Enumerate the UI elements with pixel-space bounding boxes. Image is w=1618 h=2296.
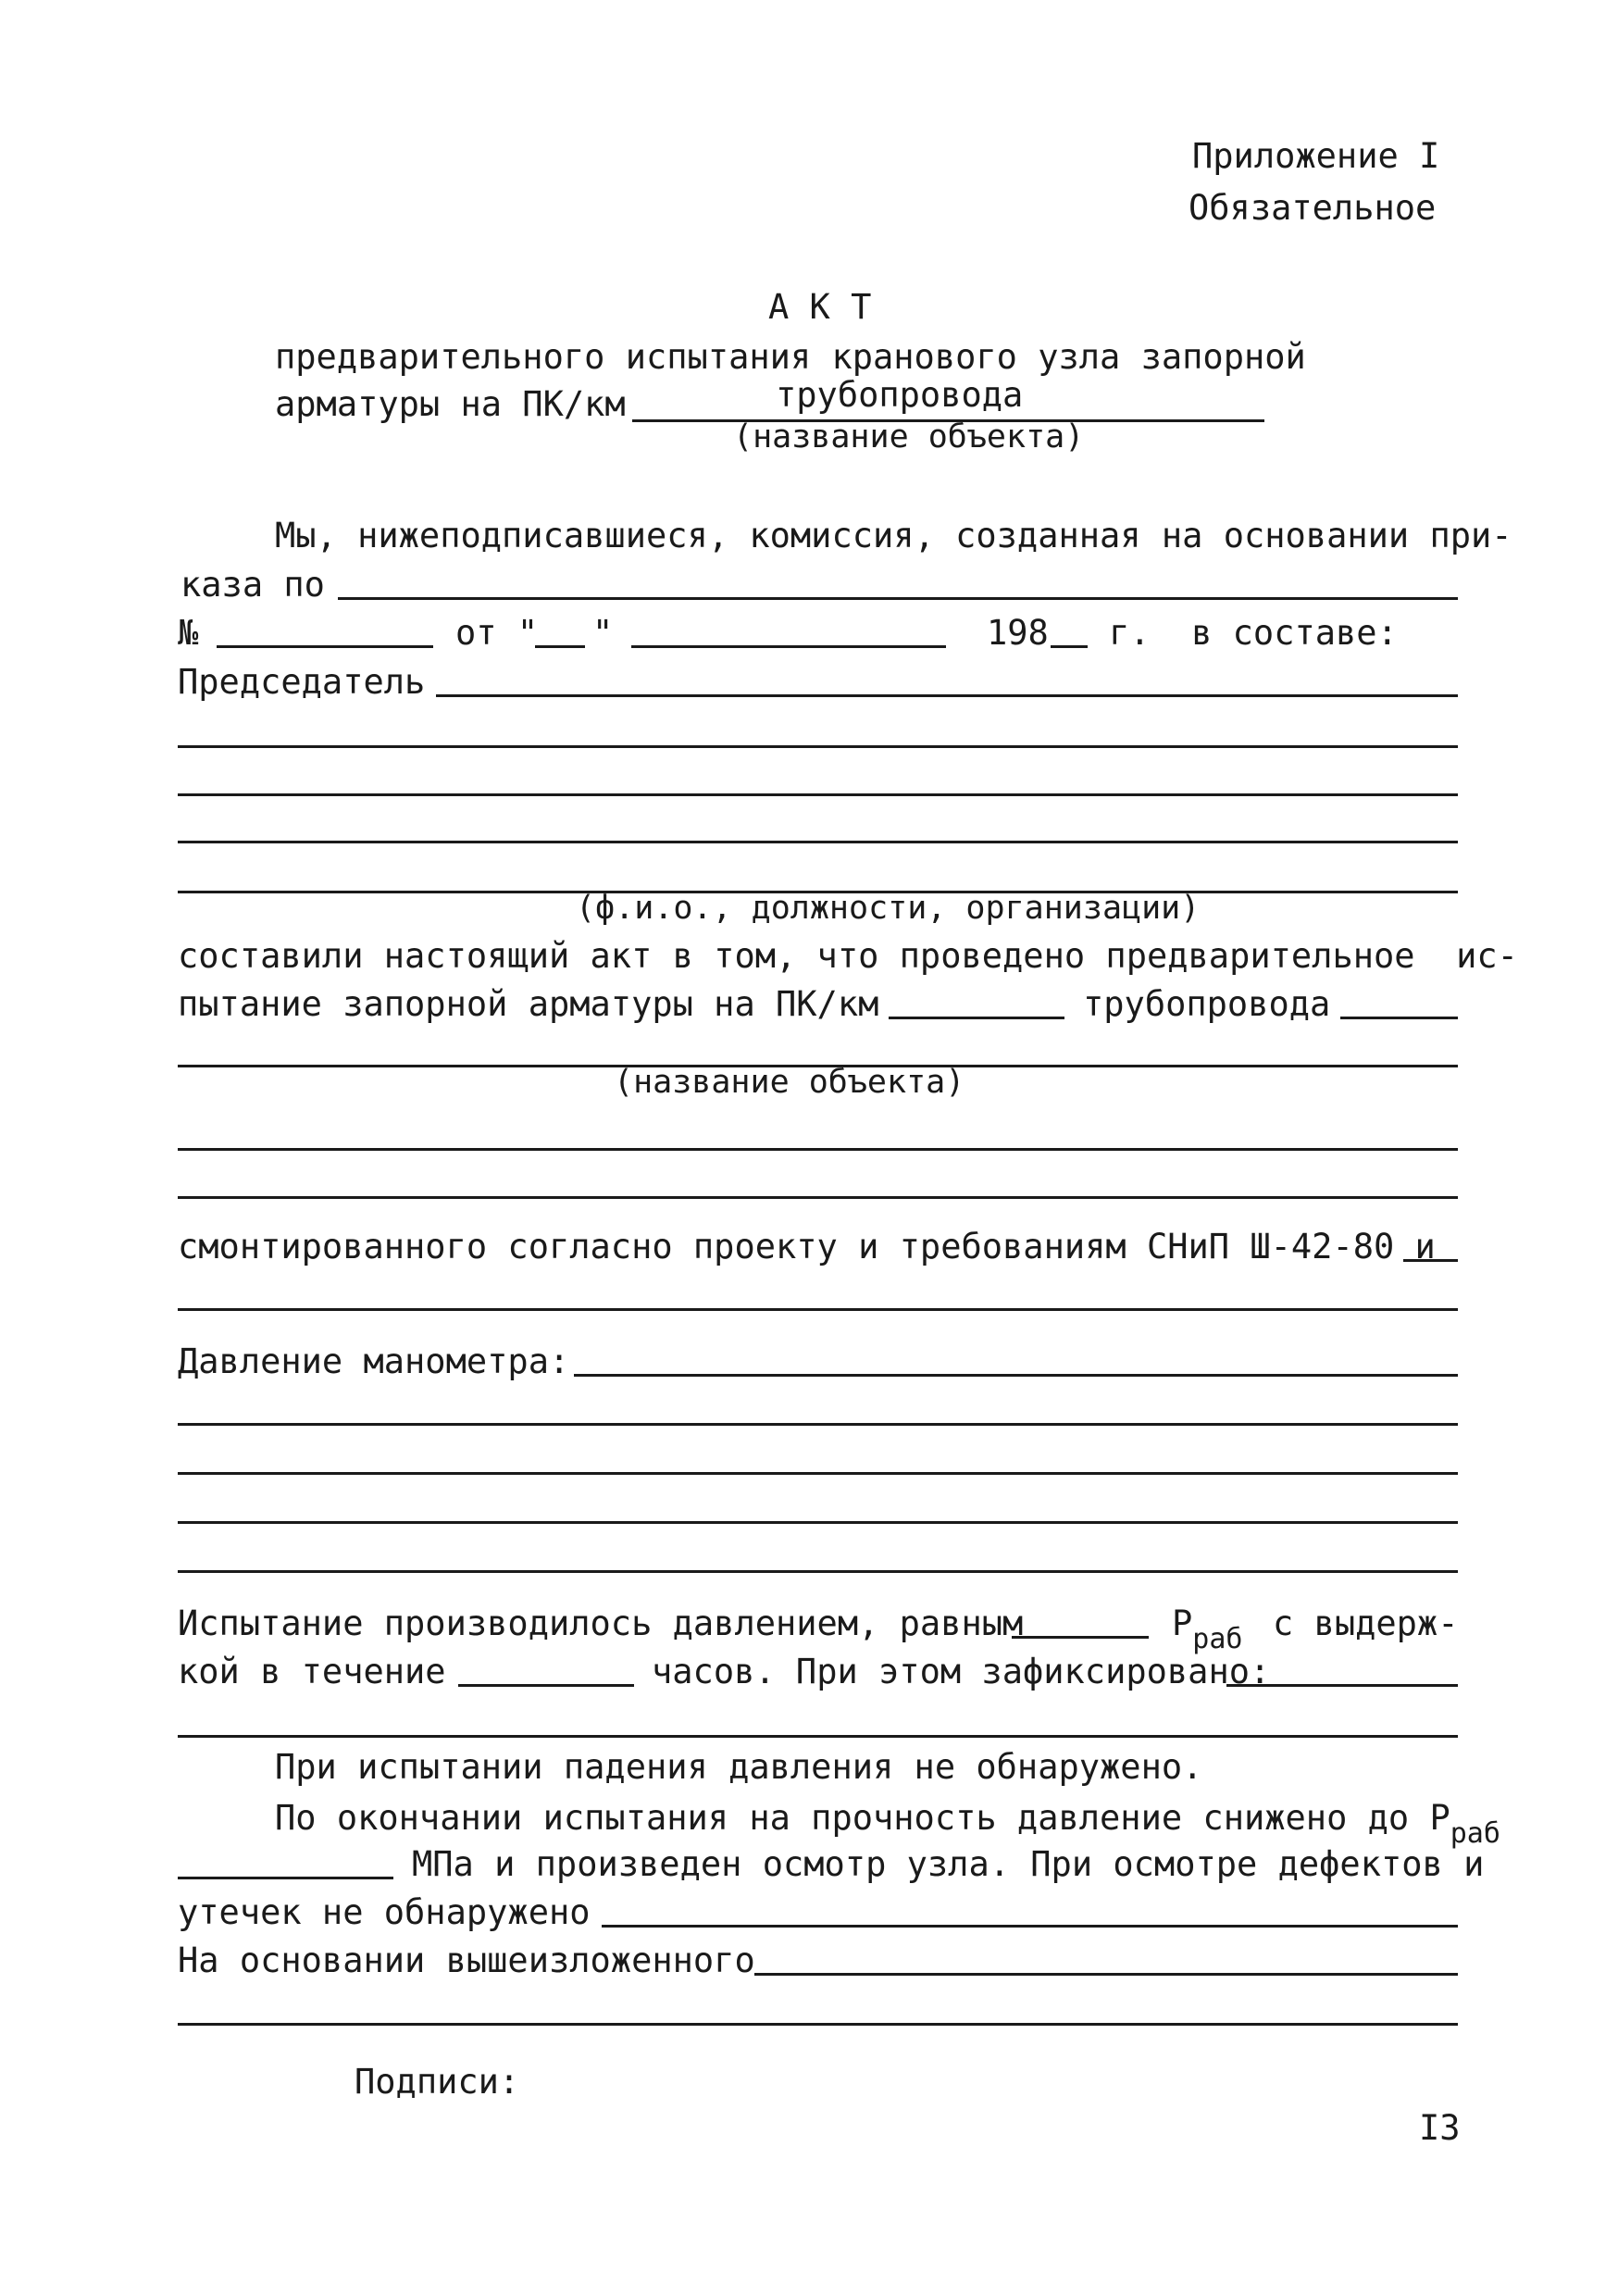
- recorded-line: [1226, 1684, 1458, 1687]
- no-drop-text: При испытании падения давления не обнаружено.: [275, 1747, 1203, 1787]
- pressure-line: [1012, 1636, 1149, 1639]
- basis-line-2: [178, 2023, 1458, 2026]
- member-line-3: [178, 841, 1458, 843]
- month-line: [631, 645, 946, 648]
- number-mark: №: [178, 613, 199, 653]
- test-text-2: с выдерж-: [1273, 1603, 1459, 1643]
- year-line: [1051, 645, 1088, 648]
- member-line-2: [178, 793, 1458, 796]
- object-extra-line-2: [178, 1196, 1458, 1199]
- appendix-label: Приложение I: [1192, 136, 1440, 176]
- chairman-line: [436, 694, 1458, 697]
- gauge-label: Давление манометра:: [178, 1341, 570, 1381]
- p-work-symbol: $Р_{раб}$: [1172, 1603, 1243, 1655]
- gauge-line-4: [178, 1521, 1458, 1524]
- composition-label: г. в составе:: [1109, 613, 1398, 653]
- act-title: А К Т: [768, 287, 872, 327]
- signatures-label: Подписи:: [355, 2062, 520, 2102]
- gauge-line-2: [178, 1423, 1458, 1426]
- year-label: 198: [987, 613, 1049, 653]
- member-line-1: [178, 745, 1458, 748]
- quote-close: ": [592, 613, 614, 653]
- object-name-caption: (название объекта): [733, 418, 1085, 455]
- pipeline-line: [1340, 1017, 1458, 1019]
- gauge-line: [574, 1374, 1458, 1377]
- date-from-label: от ": [455, 613, 539, 653]
- test-text-3: кой в течение: [178, 1652, 446, 1691]
- pipeline-label: трубопровода: [1083, 984, 1331, 1024]
- mpa-line: [178, 1877, 393, 1879]
- order-line: [338, 597, 1458, 600]
- hours-line: [458, 1684, 634, 1687]
- gauge-line-5: [178, 1570, 1458, 1573]
- mpa-text: МПа и произведен осмотр узла. При осмотре дефектов и: [412, 1844, 1485, 1884]
- chairman-label: Председатель: [178, 662, 426, 702]
- leaks-line: [602, 1925, 1458, 1928]
- commission-text-1: Мы, нижеподписавшиеся, комиссия, созданная на основании при-: [275, 516, 1512, 555]
- gauge-line-3: [178, 1472, 1458, 1475]
- order-label: каза по: [180, 565, 325, 605]
- fio-caption: (ф.и.о., должности, организации): [576, 890, 1201, 927]
- mounted-line: [1403, 1259, 1458, 1262]
- basis-text: На основании вышеизложенного: [178, 1940, 755, 1980]
- after-test-text: По окончании испытания на прочность давление снижено до $Р_{раб}$: [275, 1798, 1500, 1850]
- number-line: [217, 645, 433, 648]
- leaks-text: утечек не обнаружено: [178, 1892, 591, 1932]
- object-extra-line-1: [178, 1148, 1458, 1151]
- mounted-text: смонтированного согласно проекту и требованиям СНиП Ш-42-80 и: [178, 1227, 1436, 1267]
- basis-line: [754, 1973, 1458, 1976]
- pk-km-line: [889, 1017, 1064, 1019]
- test-text-4: часов. При этом зафиксировано:: [652, 1652, 1271, 1691]
- mounted-line-2: [178, 1308, 1458, 1311]
- title-line-1: предварительного испытания кранового узла запорной: [275, 337, 1306, 377]
- act-text-2: пытание запорной арматуры на ПК/км: [178, 984, 879, 1024]
- recorded-line-2: [178, 1735, 1458, 1738]
- page-number: I3: [1419, 2108, 1461, 2148]
- day-line: [535, 645, 585, 648]
- mandatory-label: Обязательное: [1189, 188, 1437, 228]
- test-text-1: Испытание производилось давлением, равным: [178, 1603, 1024, 1643]
- act-text-1: составили настоящий акт в том, что проведено предварительное ис-: [178, 936, 1518, 976]
- title-line-2: арматуры на ПК/км: [275, 384, 626, 424]
- object-caption-2: (название объекта): [614, 1064, 965, 1101]
- pipeline-fill-text: трубопровода: [776, 375, 1024, 415]
